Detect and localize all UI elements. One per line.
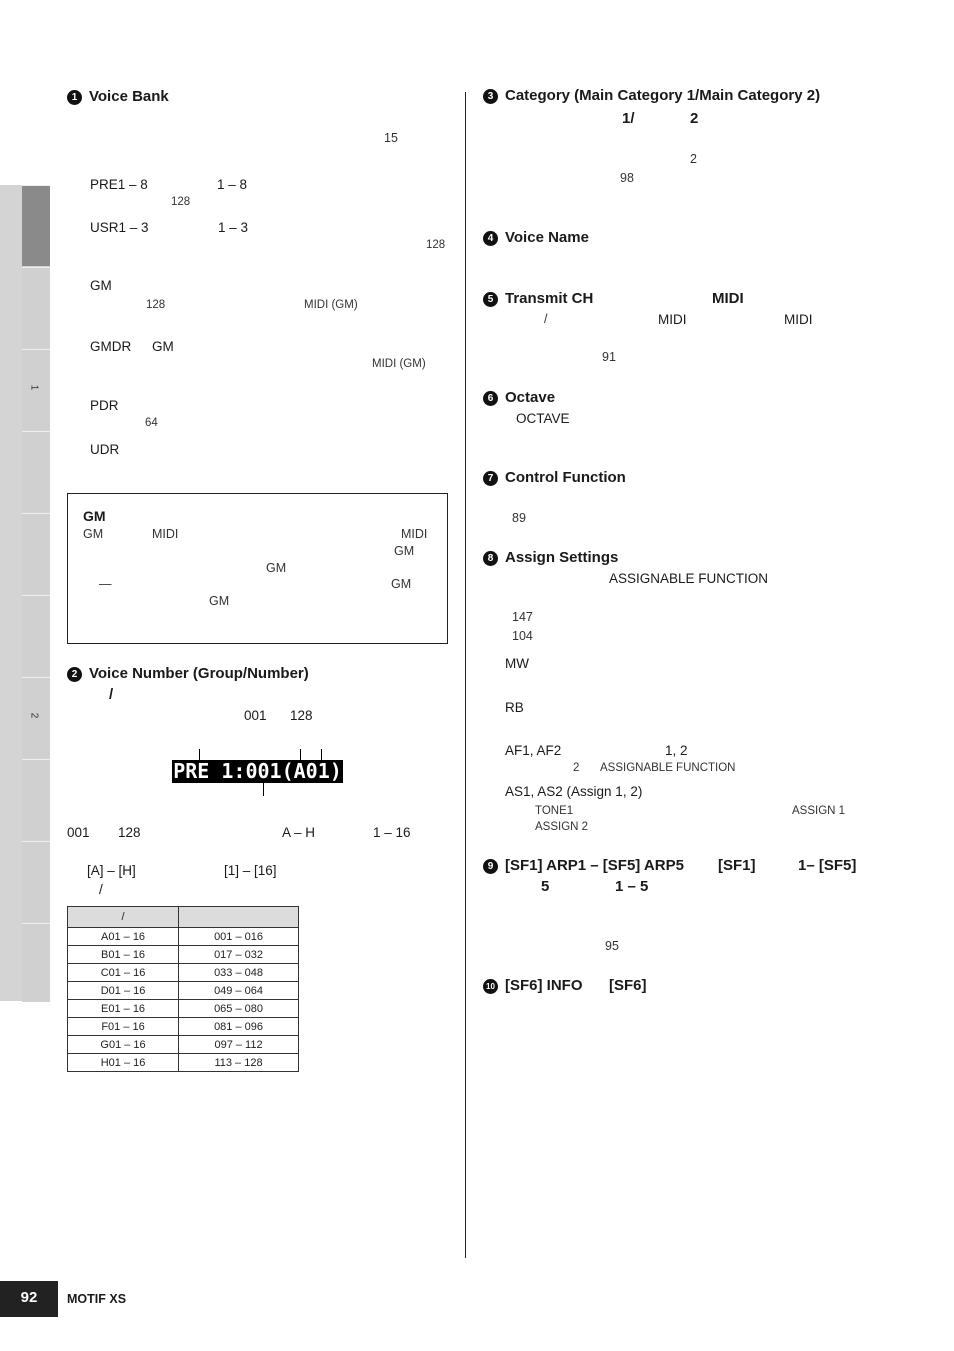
text-value: GM <box>394 544 415 558</box>
table-row <box>68 1036 299 1054</box>
text-value: ASSIGN 1 <box>792 805 846 817</box>
number-badge-icon: 5 <box>483 292 498 307</box>
text-value: MIDI <box>658 312 687 327</box>
number-badge-icon: 10 <box>483 979 498 994</box>
sidebar-tab[interactable] <box>22 923 50 1002</box>
table-cell: 049 – 064 <box>179 982 299 1000</box>
text-value: MIDI <box>152 527 179 541</box>
table-cell: A01 – 16 <box>68 928 179 946</box>
text-value: 147 <box>512 610 533 624</box>
table-row <box>68 1054 299 1072</box>
text-value: 128 <box>146 299 166 311</box>
text-value: GM <box>266 561 287 575</box>
text-value: 5 <box>541 878 550 895</box>
table-cell: E01 – 16 <box>68 1000 179 1018</box>
text-value: 128 <box>426 239 446 251</box>
text-value: 91 <box>602 350 616 364</box>
leader-line <box>263 783 264 796</box>
text-value: 104 <box>512 629 533 643</box>
chapter-sidebar <box>0 185 50 1001</box>
sidebar-tab[interactable] <box>22 431 50 512</box>
sidebar-tab[interactable] <box>22 267 50 348</box>
number-badge-icon: 1 <box>67 90 82 105</box>
section-transmit-ch-heading: 5 Transmit CH <box>483 290 593 307</box>
gm-note-title: GM <box>83 508 106 524</box>
text-value: MIDI <box>401 527 428 541</box>
text-value: [1] – [16] <box>224 863 277 878</box>
bank-udr: UDR <box>90 442 120 457</box>
text-value: / <box>109 686 114 703</box>
table-cell: 081 – 096 <box>179 1018 299 1036</box>
text-value: 95 <box>605 939 619 953</box>
table-cell: 113 – 128 <box>179 1054 299 1072</box>
section-voice-number-heading: 2 Voice Number (Group/Number) <box>67 665 309 682</box>
bank-gmdr-gm: GM <box>152 339 174 354</box>
table-row <box>68 964 299 982</box>
text-value: MW <box>505 656 529 671</box>
text-value: MIDI <box>712 290 744 307</box>
table-cell: C01 – 16 <box>68 964 179 982</box>
sidebar-tab-2[interactable] <box>22 677 50 758</box>
sidebar-tab[interactable] <box>22 513 50 594</box>
table-row <box>68 946 299 964</box>
bank-usr-range: 1 – 3 <box>218 220 249 235</box>
bank-usr: USR1 – 3 <box>90 220 149 235</box>
column-divider <box>465 92 466 1258</box>
text-value: — <box>99 577 112 591</box>
text-value: 128 <box>171 196 191 208</box>
text-value: 1 – 5 <box>615 878 649 895</box>
gm-note-box <box>67 493 448 644</box>
text-value: 001 <box>67 825 90 840</box>
section-voice-name-heading: 4 Voice Name <box>483 229 589 246</box>
sidebar-strip <box>0 185 22 1001</box>
text-value: MIDI (GM) <box>372 358 426 370</box>
table-cell: B01 – 16 <box>68 946 179 964</box>
text-value: 1– [SF5] <box>798 857 857 874</box>
text-value: / <box>544 312 548 326</box>
section-octave-heading: 6 Octave <box>483 389 555 406</box>
text-value: 89 <box>512 511 526 525</box>
text-value: 2 <box>690 110 699 127</box>
lcd-voice-number-display: PRE 1:001(A01) <box>173 759 342 783</box>
text-value: 2 <box>690 152 697 166</box>
table-cell: 065 – 080 <box>179 1000 299 1018</box>
sidebar-tab[interactable] <box>22 841 50 922</box>
table-cell: 001 – 016 <box>179 928 299 946</box>
text-value: / <box>99 882 103 897</box>
text-value: [SF1] <box>718 857 756 874</box>
text-value: ASSIGN 2 <box>535 821 589 833</box>
sidebar-tab[interactable] <box>22 759 50 840</box>
section-assign-settings-heading: 8 Assign Settings <box>483 549 618 566</box>
table-row <box>68 982 299 1000</box>
text-value: [SF6] <box>609 977 647 994</box>
text-value: MIDI (GM) <box>304 299 358 311</box>
text-value: 128 <box>290 708 313 723</box>
number-badge-icon: 4 <box>483 231 498 246</box>
text-value: 001 <box>244 708 267 723</box>
number-badge-icon: 8 <box>483 551 498 566</box>
section-arp-heading: 9 [SF1] ARP1 – [SF5] ARP5 <box>483 857 684 874</box>
number-badge-icon: 3 <box>483 89 498 104</box>
sidebar-tab-active[interactable] <box>22 185 50 266</box>
table-cell: G01 – 16 <box>68 1036 179 1054</box>
text-value: AF1, AF2 <box>505 743 562 758</box>
text-value: ASSIGNABLE FUNCTION <box>600 762 736 774</box>
section-category-heading: 3 Category (Main Category 1/Main Category 2) <box>483 87 820 104</box>
text-value: 2 <box>573 762 580 774</box>
table-cell: 097 – 112 <box>179 1036 299 1054</box>
text-value: MIDI <box>784 312 813 327</box>
bank-gm: GM <box>90 278 112 293</box>
section-control-function-heading: 7 Control Function <box>483 469 626 486</box>
number-badge-icon: 7 <box>483 471 498 486</box>
text-value: TONE1 <box>535 805 574 817</box>
text-value: RB <box>505 700 524 715</box>
text-value: AS1, AS2 (Assign 1, 2) <box>505 784 643 799</box>
table-cell: 033 – 048 <box>179 964 299 982</box>
group-number-table <box>67 906 299 1072</box>
table-row <box>68 1000 299 1018</box>
text-value: GM <box>209 594 230 608</box>
section-voice-bank-heading: 1 Voice Bank <box>67 88 169 105</box>
text-value: A – H <box>282 825 316 840</box>
section-info-heading: 10 [SF6] INFO <box>483 977 583 994</box>
page-number: 92 <box>0 1281 58 1317</box>
table-cell: 017 – 032 <box>179 946 299 964</box>
sidebar-tab-label: 2 <box>28 712 40 719</box>
number-badge-icon: 6 <box>483 391 498 406</box>
text-value: 64 <box>145 417 158 429</box>
sidebar-tab[interactable] <box>22 595 50 676</box>
bank-gmdr: GMDR <box>90 339 132 354</box>
table-cell: D01 – 16 <box>68 982 179 1000</box>
table-header-row <box>68 907 299 928</box>
table-row <box>68 1018 299 1036</box>
number-badge-icon: 2 <box>67 667 82 682</box>
table-cell: H01 – 16 <box>68 1054 179 1072</box>
bank-pdr: PDR <box>90 398 119 413</box>
text-value: GM <box>83 527 104 541</box>
bank-pre-range: 1 – 8 <box>217 177 248 192</box>
text-value: 1/ <box>622 110 635 127</box>
text-value: 1 – 16 <box>373 825 411 840</box>
product-name: MOTIF XS <box>67 1292 127 1306</box>
text-value: 128 <box>118 825 141 840</box>
text-value: ASSIGNABLE FUNCTION <box>609 571 769 586</box>
text-value: [A] – [H] <box>87 863 136 878</box>
table-header-cell: / <box>68 907 179 928</box>
number-badge-icon: 9 <box>483 859 498 874</box>
sidebar-tab-1[interactable] <box>22 349 50 430</box>
sidebar-tab-label: 1 <box>28 384 40 391</box>
text-value: OCTAVE <box>516 411 570 426</box>
text-value: GM <box>391 577 412 591</box>
bank-pre: PRE1 – 8 <box>90 177 148 192</box>
table-cell: F01 – 16 <box>68 1018 179 1036</box>
table-header-cell <box>179 907 299 928</box>
table-row <box>68 928 299 946</box>
text-value: 98 <box>620 171 634 185</box>
text-value: 1, 2 <box>665 743 688 758</box>
text-value: 15 <box>384 131 398 145</box>
